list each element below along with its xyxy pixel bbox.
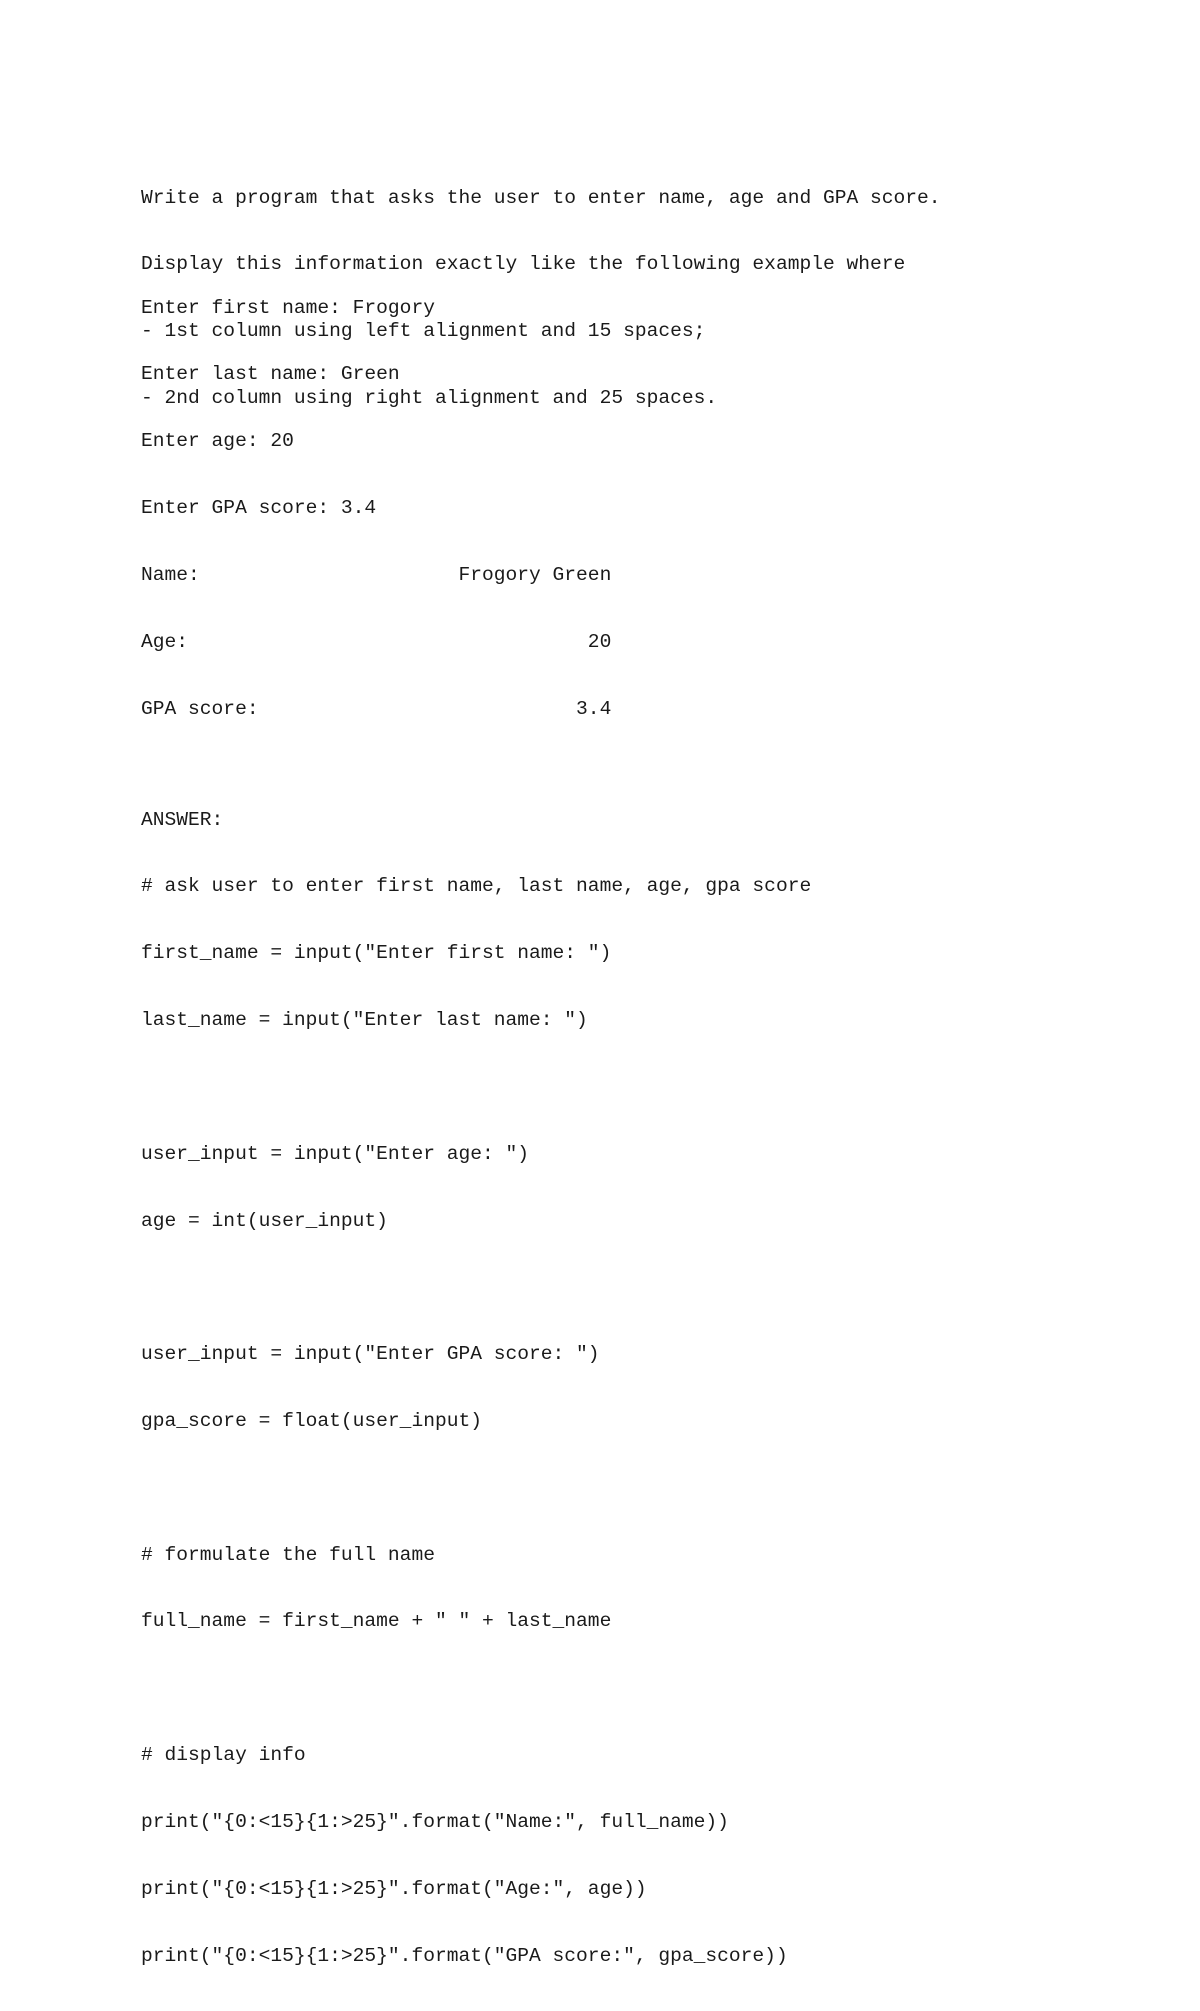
code-blank-line <box>141 1677 811 1699</box>
code-blank-line <box>141 1477 811 1499</box>
question-line: - 1st column using left alignment and 15 spaces; <box>141 320 706 343</box>
code-blank-line <box>141 1277 811 1299</box>
sample-output-line: Enter first name: Frogory <box>141 296 435 319</box>
question-line: Write a program that asks the user to enter name, age and GPA score. <box>141 186 941 209</box>
code-line: # ask user to enter first name, last name, age, gpa score <box>141 875 812 898</box>
question-line: - 2nd column using right alignment and 25 spaces. <box>141 387 718 410</box>
sample-output-line: Enter GPA score: 3.4 <box>141 497 377 520</box>
code-line: print("{0:<15}{1:>25}".format("GPA score:", gpa_score)) <box>141 1944 788 1967</box>
code-line: user_input = input("Enter GPA score: ") <box>141 1343 600 1366</box>
answer-label: ANSWER: <box>141 808 224 831</box>
sample-output-line: Enter age: 20 <box>141 430 294 453</box>
code-line: first_name = input("Enter first name: ") <box>141 942 612 965</box>
question-line: Display this information exactly like the following example where <box>141 253 906 276</box>
sample-output <box>141 252 611 765</box>
sample-output-line: Age: 20 <box>141 631 612 654</box>
code-line: age = int(user_input) <box>141 1209 388 1232</box>
sample-output-line: Name: Frogory Green <box>141 564 612 587</box>
sample-output-line: GPA score: 3.4 <box>141 697 612 720</box>
code-line: gpa_score = float(user_input) <box>141 1410 482 1433</box>
code-line: print("{0:<15}{1:>25}".format("Age:", age)) <box>141 1877 647 1900</box>
sample-output-line: Enter last name: Green <box>141 363 400 386</box>
answer-code <box>141 764 811 2011</box>
code-blank-line <box>141 1076 811 1098</box>
code-line: last_name = input("Enter last name: ") <box>141 1009 588 1032</box>
code-line: user_input = input("Enter age: ") <box>141 1142 530 1165</box>
code-line: full_name = first_name + " " + last_name <box>141 1610 612 1633</box>
code-line: # display info <box>141 1743 306 1766</box>
code-line: # formulate the full name <box>141 1543 435 1566</box>
code-line: print("{0:<15}{1:>25}".format("Name:", full_name)) <box>141 1810 729 1833</box>
